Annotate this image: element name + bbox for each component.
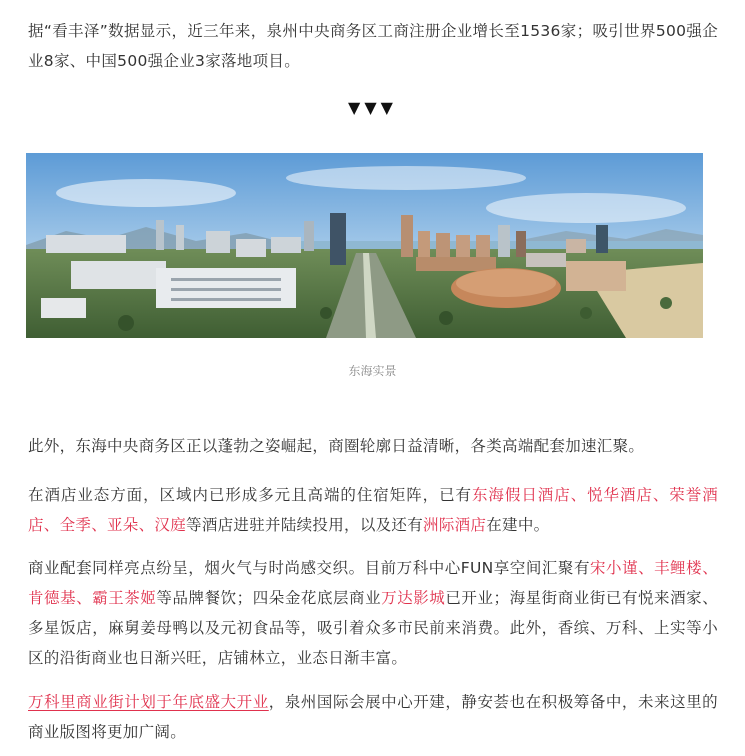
image-caption: 东海实景 xyxy=(348,364,397,378)
hotels-text-3: 在建中。 xyxy=(486,516,550,534)
commerce-text-1: 商业配套同样亮点纷呈，烟火气与时尚感交织。目前万科中心FUN享空间汇聚有 xyxy=(28,559,590,577)
paragraph-future xyxy=(28,687,718,747)
hotels-text-2: 等酒店进驻并陆续投用，以及还有 xyxy=(186,516,424,534)
paragraph-hotels xyxy=(28,480,718,540)
commerce-text-2: 等品牌餐饮；四朵金花底层商业 xyxy=(156,589,382,607)
wanda-cinema-highlight: 万达影城 xyxy=(381,589,446,607)
hotels-text-1: 在酒店业态方面，区域内已形成多元且高端的住宿矩阵，已有 xyxy=(28,486,472,504)
hotels-highlight-list: 东海假日酒店、悦华酒店、荣誉酒店、全季、亚朵、汉庭 xyxy=(28,486,718,534)
commerce-text-3: 已开业；海星街商业街已有悦来酒家、多星饭店，麻舅姜母鸭以及元初食品等，吸引着众多市民前来消费。此外，香缤、万科、上实等小区的沿街商业也日渐兴旺，店铺林立，业态日渐丰富。 xyxy=(28,589,719,667)
future-text: ，泉州国际会展中心开建，静安荟也在积极筹备中，未来这里的商业版图将更加广阔。 xyxy=(28,693,718,741)
paragraph-cbd-text: 此外，东海中央商务区正以蓬勃之姿崛起，商圈轮廓日益清晰，各类高端配套加速汇聚。 xyxy=(28,437,645,455)
dining-brands-highlight: 宋小谨、丰鲤楼、肯德基、霸王茶姬 xyxy=(28,559,718,607)
paragraph-cbd xyxy=(28,431,718,461)
donghai-cityscape-image xyxy=(26,153,703,338)
vanke-street-highlight: 万科里商业街计划于年底盛大开业 xyxy=(28,693,269,711)
paragraph-commerce xyxy=(28,553,718,673)
divider-arrows: ▼▼▼ xyxy=(348,98,397,117)
intro-paragraph xyxy=(28,16,718,76)
intro-text: 据“看丰泽”数据显示，近三年来，泉州中央商务区工商注册企业增长至1536家；吸引世界500强企业8家、中国500强企业3家落地项目。 xyxy=(28,22,718,70)
intercontinental-highlight: 洲际酒店 xyxy=(423,516,487,534)
